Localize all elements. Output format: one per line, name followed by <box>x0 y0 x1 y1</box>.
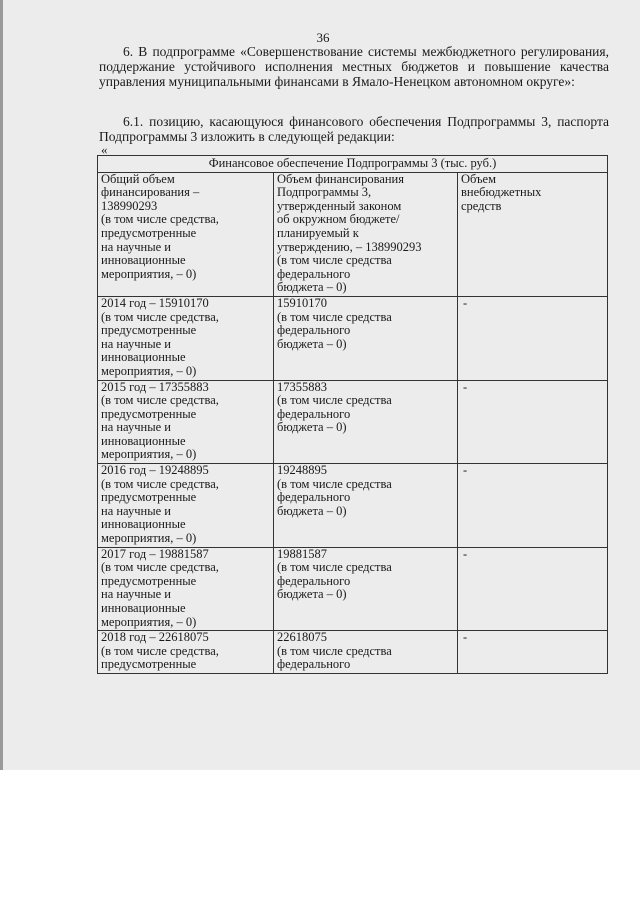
dash-value: - <box>463 630 468 645</box>
cell-line: инновационные <box>101 350 186 365</box>
cell-line: предусмотренные <box>101 323 197 338</box>
cell-line: бюджета – 0) <box>277 280 347 295</box>
cell-line: предусмотренные <box>101 657 197 672</box>
cell-line: 19248895 <box>277 463 327 478</box>
year-extrabudgetary-cell <box>458 380 608 464</box>
cell-line: об окружном бюджете/ <box>277 212 400 227</box>
cell-line: бюджета – 0) <box>277 503 347 518</box>
cell-line: Объем <box>461 171 496 186</box>
cell-line: 17355883 <box>277 379 327 394</box>
cell-line: (в том числе средства, <box>101 309 219 324</box>
year-program-cell <box>274 296 458 380</box>
cell-line: (в том числе средства, <box>101 643 219 658</box>
cell-line: мероприятия, – 0) <box>101 614 197 629</box>
header-total-volume <box>98 172 274 296</box>
cell-line: 2015 год – 17355883 <box>101 379 209 394</box>
year-extrabudgetary-cell <box>458 296 608 380</box>
cell-line: федерального <box>277 323 351 338</box>
cell-line: (в том числе средства, <box>101 560 219 575</box>
cell-line: предусмотренные <box>101 573 197 588</box>
cell-line: на научные и <box>101 239 171 254</box>
table-caption: Финансовое обеспечение Подпрограммы 3 (тыс. руб.) <box>98 156 608 173</box>
cell-line: (в том числе средства <box>277 476 392 491</box>
year-extrabudgetary-cell <box>458 631 608 674</box>
cell-line: федерального <box>277 490 351 505</box>
cell-line: внебюджетных <box>461 185 542 200</box>
cell-line: инновационные <box>101 433 186 448</box>
year-program-cell <box>274 380 458 464</box>
cell-line: мероприятия, – 0) <box>101 266 197 281</box>
cell-line: финансирования – <box>101 185 200 200</box>
year-program-cell <box>274 547 458 631</box>
cell-line: федерального <box>277 266 351 281</box>
cell-line: планируемый к <box>277 225 359 240</box>
page-bottom-margin <box>97 700 609 770</box>
cell-line: федерального <box>277 573 351 588</box>
dash-value: - <box>463 379 468 394</box>
header-extrabudgetary <box>458 172 608 296</box>
cell-line: на научные и <box>101 503 171 518</box>
table-body <box>98 296 608 673</box>
cell-line: (в том числе средства <box>277 643 392 658</box>
dash-value: - <box>463 546 468 561</box>
table-row <box>98 547 608 631</box>
cell-line: на научные и <box>101 587 171 602</box>
year-extrabudgetary-cell <box>458 547 608 631</box>
cell-line: средств <box>461 198 502 213</box>
cell-line: 2014 год – 15910170 <box>101 295 209 310</box>
cell-line: (в том числе средства, <box>101 476 219 491</box>
cell-line: утвержденный законом <box>277 198 402 213</box>
cell-line: 138990293 <box>101 198 158 213</box>
year-total-cell <box>98 631 274 674</box>
cell-line: (в том числе средства, <box>101 212 219 227</box>
table-row <box>98 380 608 464</box>
dash-value: - <box>463 463 468 478</box>
cell-line: предусмотренные <box>101 490 197 505</box>
table-row <box>98 464 608 548</box>
cell-line: (в том числе средства <box>277 253 392 268</box>
cell-line: (в том числе средства <box>277 393 392 408</box>
cell-line: мероприятия, – 0) <box>101 363 197 378</box>
cell-line: 2016 год – 19248895 <box>101 463 209 478</box>
cell-line: Объем финансирования <box>277 171 404 186</box>
cell-line: (в том числе средства <box>277 560 392 575</box>
paragraph-6-1: 6.1. позицию, касающуюся финансового обеспечения Подпрограммы 3, паспорта Подпрограммы 3 изложить в следующей редакции: <box>99 114 609 144</box>
cell-line: 15910170 <box>277 295 327 310</box>
cell-line: (в том числе средства <box>277 309 392 324</box>
cell-line: 19881587 <box>277 546 327 561</box>
cell-line: инновационные <box>101 517 186 532</box>
table-row <box>98 296 608 380</box>
year-program-cell <box>274 464 458 548</box>
cell-line: бюджета – 0) <box>277 420 347 435</box>
year-total-cell <box>98 380 274 464</box>
year-total-cell <box>98 547 274 631</box>
cell-line: на научные и <box>101 420 171 435</box>
cell-line: 2018 год – 22618075 <box>101 630 209 645</box>
page-number: 36 <box>316 30 330 45</box>
cell-line: Подпрограммы 3, <box>277 185 372 200</box>
cell-line: предусмотренные <box>101 406 197 421</box>
year-program-cell <box>274 631 458 674</box>
table-header-row <box>98 172 608 296</box>
cell-line: мероприятия, – 0) <box>101 531 197 546</box>
cell-line: федерального <box>277 406 351 421</box>
opening-quote: « <box>101 142 108 157</box>
cell-line: Общий объем <box>101 171 175 186</box>
paragraph-6: 6. В подпрограмме «Совершенствование системы межбюджетного регулирования, поддержание устойчивого исполнения местных бюджетов и повышение качества управления муниципальными финансами в Ямало-Ненецком автономном округе»: <box>99 44 609 89</box>
year-total-cell <box>98 296 274 380</box>
cell-line: инновационные <box>101 601 186 615</box>
cell-line: мероприятия, – 0) <box>101 447 197 462</box>
cell-line: 2017 год – 19881587 <box>101 546 209 561</box>
table-caption-row <box>98 156 608 173</box>
year-total-cell <box>98 464 274 548</box>
financing-table <box>97 155 608 674</box>
cell-line: бюджета – 0) <box>277 587 347 602</box>
cell-line: федерального <box>277 657 351 672</box>
cell-line: (в том числе средства, <box>101 393 219 408</box>
cell-line: инновационные <box>101 253 186 268</box>
cell-line: 22618075 <box>277 630 327 645</box>
year-extrabudgetary-cell <box>458 464 608 548</box>
table-row <box>98 631 608 674</box>
cell-line: предусмотренные <box>101 225 197 240</box>
dash-value: - <box>463 295 468 310</box>
cell-line: на научные и <box>101 336 171 351</box>
header-program-volume <box>274 172 458 296</box>
cell-line: утверждению, – 138990293 <box>277 239 422 254</box>
cell-line: бюджета – 0) <box>277 336 347 351</box>
